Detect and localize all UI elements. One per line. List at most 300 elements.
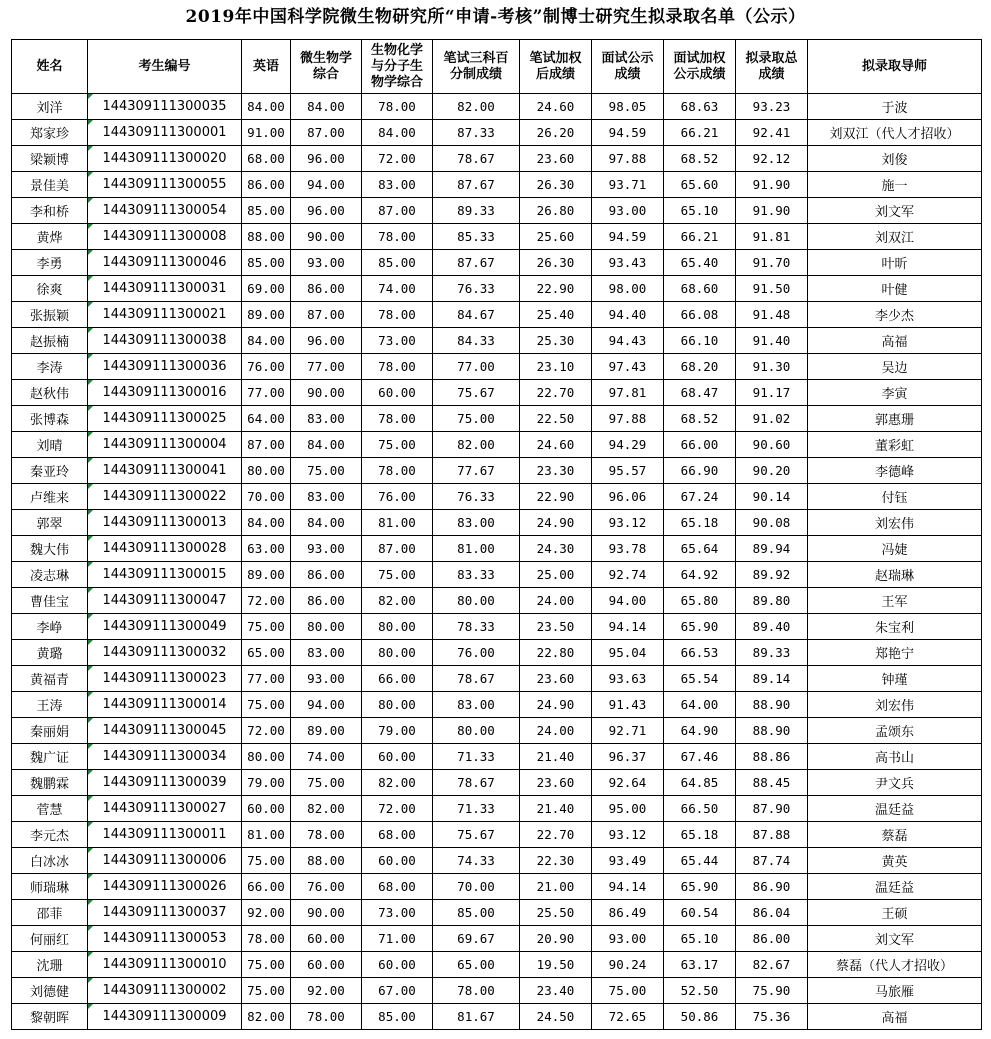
cell-name: 何丽红 bbox=[12, 926, 88, 952]
cell-name: 秦丽娟 bbox=[12, 718, 88, 744]
cell-biochem: 74.00 bbox=[362, 276, 433, 302]
cell-microbiology: 90.00 bbox=[291, 380, 362, 406]
cell-written-score: 78.67 bbox=[433, 666, 520, 692]
cell-english: 91.00 bbox=[242, 120, 291, 146]
header-row bbox=[12, 40, 982, 94]
cell-written-weighted: 24.30 bbox=[520, 536, 592, 562]
header-line: 综合 bbox=[312, 66, 339, 82]
cell-total-score: 89.80 bbox=[736, 588, 808, 614]
header-line: 成绩 bbox=[614, 66, 641, 82]
cell-interview-weighted: 65.54 bbox=[664, 666, 736, 692]
cell-written-score: 87.67 bbox=[433, 172, 520, 198]
cell-english: 60.00 bbox=[242, 796, 291, 822]
cell-biochem: 80.00 bbox=[362, 692, 433, 718]
cell-biochem: 84.00 bbox=[362, 120, 433, 146]
header-line: 后成绩 bbox=[535, 66, 575, 82]
cell-name: 梁颖博 bbox=[12, 146, 88, 172]
table-row bbox=[12, 952, 982, 978]
cell-interview-score: 93.00 bbox=[592, 926, 664, 952]
cell-exam-id: 144309111300004 bbox=[88, 432, 242, 458]
table-row bbox=[12, 510, 982, 536]
table-row bbox=[12, 250, 982, 276]
header-col-written-score bbox=[433, 40, 520, 94]
cell-microbiology: 93.00 bbox=[291, 250, 362, 276]
cell-written-score: 78.00 bbox=[433, 978, 520, 1004]
cell-advisor: 冯婕 bbox=[808, 536, 982, 562]
cell-advisor: 李德峰 bbox=[808, 458, 982, 484]
cell-total-score: 90.14 bbox=[736, 484, 808, 510]
cell-exam-id: 144309111300025 bbox=[88, 406, 242, 432]
cell-advisor: 孟颂东 bbox=[808, 718, 982, 744]
cell-interview-score: 95.00 bbox=[592, 796, 664, 822]
cell-interview-score: 94.59 bbox=[592, 120, 664, 146]
cell-written-score: 84.33 bbox=[433, 328, 520, 354]
cell-english: 77.00 bbox=[242, 666, 291, 692]
cell-written-weighted: 21.40 bbox=[520, 744, 592, 770]
cell-exam-id: 144309111300035 bbox=[88, 94, 242, 120]
cell-written-score: 78.67 bbox=[433, 770, 520, 796]
cell-total-score: 91.48 bbox=[736, 302, 808, 328]
cell-biochem: 87.00 bbox=[362, 198, 433, 224]
cell-english: 82.00 bbox=[242, 1004, 291, 1030]
cell-english: 69.00 bbox=[242, 276, 291, 302]
cell-total-score: 87.74 bbox=[736, 848, 808, 874]
cell-microbiology: 92.00 bbox=[291, 978, 362, 1004]
cell-exam-id: 144309111300028 bbox=[88, 536, 242, 562]
cell-written-score: 75.67 bbox=[433, 380, 520, 406]
header-line: 公示成绩 bbox=[673, 66, 726, 82]
header-line: 成绩 bbox=[758, 66, 785, 82]
cell-total-score: 91.40 bbox=[736, 328, 808, 354]
cell-interview-score: 95.04 bbox=[592, 640, 664, 666]
cell-exam-id: 144309111300037 bbox=[88, 900, 242, 926]
cell-interview-weighted: 65.10 bbox=[664, 926, 736, 952]
cell-interview-weighted: 64.85 bbox=[664, 770, 736, 796]
cell-exam-id: 144309111300049 bbox=[88, 614, 242, 640]
cell-name: 凌志琳 bbox=[12, 562, 88, 588]
cell-advisor: 王硕 bbox=[808, 900, 982, 926]
cell-advisor: 尹文兵 bbox=[808, 770, 982, 796]
table-row bbox=[12, 120, 982, 146]
cell-name: 李元杰 bbox=[12, 822, 88, 848]
cell-interview-score: 86.49 bbox=[592, 900, 664, 926]
cell-written-score: 77.67 bbox=[433, 458, 520, 484]
cell-total-score: 86.00 bbox=[736, 926, 808, 952]
cell-interview-weighted: 63.17 bbox=[664, 952, 736, 978]
cell-total-score: 87.88 bbox=[736, 822, 808, 848]
cell-written-weighted: 24.60 bbox=[520, 94, 592, 120]
cell-total-score: 87.90 bbox=[736, 796, 808, 822]
header-col-name bbox=[12, 40, 88, 94]
cell-interview-score: 94.43 bbox=[592, 328, 664, 354]
cell-name: 邵菲 bbox=[12, 900, 88, 926]
cell-advisor: 施一 bbox=[808, 172, 982, 198]
cell-exam-id: 144309111300032 bbox=[88, 640, 242, 666]
cell-written-weighted: 24.60 bbox=[520, 432, 592, 458]
cell-written-score: 80.00 bbox=[433, 718, 520, 744]
cell-biochem: 73.00 bbox=[362, 328, 433, 354]
cell-microbiology: 74.00 bbox=[291, 744, 362, 770]
cell-biochem: 87.00 bbox=[362, 536, 433, 562]
cell-written-weighted: 26.20 bbox=[520, 120, 592, 146]
cell-total-score: 89.92 bbox=[736, 562, 808, 588]
cell-written-score: 87.67 bbox=[433, 250, 520, 276]
cell-written-score: 82.00 bbox=[433, 94, 520, 120]
table-row bbox=[12, 822, 982, 848]
cell-interview-score: 97.88 bbox=[592, 146, 664, 172]
cell-biochem: 78.00 bbox=[362, 224, 433, 250]
cell-biochem: 79.00 bbox=[362, 718, 433, 744]
cell-microbiology: 90.00 bbox=[291, 224, 362, 250]
cell-total-score: 91.70 bbox=[736, 250, 808, 276]
table-row bbox=[12, 614, 982, 640]
header-line: 与分子生 bbox=[370, 58, 423, 74]
cell-written-score: 74.33 bbox=[433, 848, 520, 874]
cell-interview-score: 92.64 bbox=[592, 770, 664, 796]
cell-advisor: 刘宏伟 bbox=[808, 510, 982, 536]
cell-written-weighted: 26.80 bbox=[520, 198, 592, 224]
cell-name: 郑家珍 bbox=[12, 120, 88, 146]
table-body bbox=[12, 94, 982, 1030]
cell-microbiology: 96.00 bbox=[291, 146, 362, 172]
cell-written-weighted: 21.40 bbox=[520, 796, 592, 822]
cell-biochem: 81.00 bbox=[362, 510, 433, 536]
cell-interview-weighted: 52.50 bbox=[664, 978, 736, 1004]
cell-name: 赵秋伟 bbox=[12, 380, 88, 406]
cell-interview-weighted: 66.21 bbox=[664, 120, 736, 146]
cell-written-weighted: 24.50 bbox=[520, 1004, 592, 1030]
cell-written-score: 75.67 bbox=[433, 822, 520, 848]
cell-biochem: 60.00 bbox=[362, 952, 433, 978]
cell-english: 80.00 bbox=[242, 458, 291, 484]
cell-english: 75.00 bbox=[242, 692, 291, 718]
cell-written-weighted: 23.60 bbox=[520, 666, 592, 692]
header-line: 面试加权 bbox=[673, 50, 726, 66]
cell-exam-id: 144309111300002 bbox=[88, 978, 242, 1004]
page-title: 2019年中国科学院微生物研究所“申请-考核”制博士研究生拟录取名单（公示） bbox=[185, 7, 806, 27]
cell-interview-weighted: 66.08 bbox=[664, 302, 736, 328]
cell-advisor: 刘宏伟 bbox=[808, 692, 982, 718]
cell-interview-score: 93.78 bbox=[592, 536, 664, 562]
cell-english: 89.00 bbox=[242, 302, 291, 328]
cell-name: 郭翠 bbox=[12, 510, 88, 536]
cell-written-score: 75.00 bbox=[433, 406, 520, 432]
cell-name: 王涛 bbox=[12, 692, 88, 718]
cell-interview-score: 72.65 bbox=[592, 1004, 664, 1030]
cell-biochem: 66.00 bbox=[362, 666, 433, 692]
cell-interview-weighted: 64.00 bbox=[664, 692, 736, 718]
cell-english: 88.00 bbox=[242, 224, 291, 250]
cell-advisor: 叶健 bbox=[808, 276, 982, 302]
cell-advisor: 于波 bbox=[808, 94, 982, 120]
cell-english: 78.00 bbox=[242, 926, 291, 952]
cell-advisor: 王军 bbox=[808, 588, 982, 614]
cell-interview-score: 96.37 bbox=[592, 744, 664, 770]
cell-biochem: 82.00 bbox=[362, 770, 433, 796]
cell-written-weighted: 24.00 bbox=[520, 718, 592, 744]
table-row bbox=[12, 900, 982, 926]
cell-biochem: 78.00 bbox=[362, 354, 433, 380]
cell-microbiology: 94.00 bbox=[291, 692, 362, 718]
cell-advisor: 李少杰 bbox=[808, 302, 982, 328]
cell-interview-score: 98.05 bbox=[592, 94, 664, 120]
cell-written-weighted: 22.30 bbox=[520, 848, 592, 874]
cell-advisor: 温廷益 bbox=[808, 796, 982, 822]
cell-biochem: 75.00 bbox=[362, 562, 433, 588]
cell-interview-score: 91.43 bbox=[592, 692, 664, 718]
cell-microbiology: 83.00 bbox=[291, 406, 362, 432]
cell-written-score: 65.00 bbox=[433, 952, 520, 978]
table-row bbox=[12, 536, 982, 562]
cell-written-weighted: 25.00 bbox=[520, 562, 592, 588]
cell-name: 黄璐 bbox=[12, 640, 88, 666]
cell-microbiology: 86.00 bbox=[291, 562, 362, 588]
cell-english: 80.00 bbox=[242, 744, 291, 770]
cell-microbiology: 88.00 bbox=[291, 848, 362, 874]
cell-biochem: 80.00 bbox=[362, 614, 433, 640]
cell-written-score: 78.33 bbox=[433, 614, 520, 640]
cell-interview-weighted: 68.60 bbox=[664, 276, 736, 302]
cell-exam-id: 144309111300021 bbox=[88, 302, 242, 328]
cell-biochem: 75.00 bbox=[362, 432, 433, 458]
cell-written-score: 84.67 bbox=[433, 302, 520, 328]
cell-exam-id: 144309111300013 bbox=[88, 510, 242, 536]
cell-written-score: 76.33 bbox=[433, 276, 520, 302]
cell-total-score: 89.14 bbox=[736, 666, 808, 692]
cell-written-score: 80.00 bbox=[433, 588, 520, 614]
cell-interview-score: 94.40 bbox=[592, 302, 664, 328]
cell-english: 92.00 bbox=[242, 900, 291, 926]
cell-total-score: 89.94 bbox=[736, 536, 808, 562]
header-col-exam-id bbox=[88, 40, 242, 94]
cell-name: 卢维来 bbox=[12, 484, 88, 510]
cell-written-weighted: 19.50 bbox=[520, 952, 592, 978]
table-row bbox=[12, 1004, 982, 1030]
cell-interview-weighted: 50.86 bbox=[664, 1004, 736, 1030]
cell-interview-score: 94.14 bbox=[592, 614, 664, 640]
cell-interview-score: 96.06 bbox=[592, 484, 664, 510]
table-row bbox=[12, 432, 982, 458]
cell-written-weighted: 23.50 bbox=[520, 614, 592, 640]
cell-interview-weighted: 65.90 bbox=[664, 874, 736, 900]
cell-interview-weighted: 68.52 bbox=[664, 146, 736, 172]
header-col-biochem bbox=[362, 40, 433, 94]
cell-microbiology: 83.00 bbox=[291, 484, 362, 510]
cell-name: 赵振楠 bbox=[12, 328, 88, 354]
cell-total-score: 91.17 bbox=[736, 380, 808, 406]
cell-biochem: 78.00 bbox=[362, 458, 433, 484]
cell-interview-score: 94.00 bbox=[592, 588, 664, 614]
cell-interview-weighted: 67.24 bbox=[664, 484, 736, 510]
cell-name: 李涛 bbox=[12, 354, 88, 380]
cell-total-score: 91.02 bbox=[736, 406, 808, 432]
table-row bbox=[12, 224, 982, 250]
table-row bbox=[12, 198, 982, 224]
table-row bbox=[12, 978, 982, 1004]
table-row bbox=[12, 458, 982, 484]
cell-written-weighted: 21.00 bbox=[520, 874, 592, 900]
cell-microbiology: 96.00 bbox=[291, 198, 362, 224]
cell-interview-score: 93.12 bbox=[592, 822, 664, 848]
table-row bbox=[12, 406, 982, 432]
cell-interview-weighted: 66.90 bbox=[664, 458, 736, 484]
cell-exam-id: 144309111300020 bbox=[88, 146, 242, 172]
header-line: 物学综合 bbox=[370, 74, 423, 90]
cell-written-score: 83.00 bbox=[433, 510, 520, 536]
header-line: 拟录取总 bbox=[745, 50, 798, 66]
cell-written-score: 81.00 bbox=[433, 536, 520, 562]
cell-microbiology: 77.00 bbox=[291, 354, 362, 380]
cell-english: 75.00 bbox=[242, 848, 291, 874]
cell-exam-id: 144309111300008 bbox=[88, 224, 242, 250]
cell-biochem: 72.00 bbox=[362, 796, 433, 822]
cell-microbiology: 82.00 bbox=[291, 796, 362, 822]
cell-total-score: 86.04 bbox=[736, 900, 808, 926]
cell-interview-weighted: 68.20 bbox=[664, 354, 736, 380]
table-row bbox=[12, 484, 982, 510]
cell-total-score: 91.50 bbox=[736, 276, 808, 302]
cell-english: 75.00 bbox=[242, 614, 291, 640]
cell-interview-score: 97.88 bbox=[592, 406, 664, 432]
cell-biochem: 71.00 bbox=[362, 926, 433, 952]
cell-microbiology: 86.00 bbox=[291, 588, 362, 614]
cell-exam-id: 144309111300031 bbox=[88, 276, 242, 302]
table-row bbox=[12, 276, 982, 302]
header-line: 生物化学 bbox=[370, 42, 423, 58]
cell-english: 64.00 bbox=[242, 406, 291, 432]
cell-interview-score: 92.74 bbox=[592, 562, 664, 588]
cell-total-score: 93.23 bbox=[736, 94, 808, 120]
cell-exam-id: 144309111300006 bbox=[88, 848, 242, 874]
cell-exam-id: 144309111300026 bbox=[88, 874, 242, 900]
cell-advisor: 郑艳宁 bbox=[808, 640, 982, 666]
cell-biochem: 60.00 bbox=[362, 744, 433, 770]
cell-name: 魏大伟 bbox=[12, 536, 88, 562]
cell-biochem: 72.00 bbox=[362, 146, 433, 172]
cell-interview-weighted: 60.54 bbox=[664, 900, 736, 926]
cell-name: 李和桥 bbox=[12, 198, 88, 224]
cell-english: 89.00 bbox=[242, 562, 291, 588]
cell-advisor: 刘双江 bbox=[808, 224, 982, 250]
table-row bbox=[12, 692, 982, 718]
cell-written-weighted: 23.10 bbox=[520, 354, 592, 380]
cell-written-weighted: 22.90 bbox=[520, 484, 592, 510]
cell-interview-weighted: 66.53 bbox=[664, 640, 736, 666]
table-row bbox=[12, 380, 982, 406]
cell-written-score: 71.33 bbox=[433, 796, 520, 822]
table-row bbox=[12, 874, 982, 900]
cell-exam-id: 144309111300022 bbox=[88, 484, 242, 510]
cell-interview-weighted: 66.00 bbox=[664, 432, 736, 458]
table-row bbox=[12, 744, 982, 770]
cell-written-weighted: 22.50 bbox=[520, 406, 592, 432]
cell-advisor: 刘俊 bbox=[808, 146, 982, 172]
cell-microbiology: 84.00 bbox=[291, 94, 362, 120]
cell-biochem: 82.00 bbox=[362, 588, 433, 614]
cell-name: 刘晴 bbox=[12, 432, 88, 458]
cell-microbiology: 93.00 bbox=[291, 666, 362, 692]
cell-name: 李峥 bbox=[12, 614, 88, 640]
cell-advisor: 朱宝利 bbox=[808, 614, 982, 640]
cell-interview-weighted: 65.44 bbox=[664, 848, 736, 874]
cell-english: 77.00 bbox=[242, 380, 291, 406]
table-row bbox=[12, 562, 982, 588]
cell-interview-score: 75.00 bbox=[592, 978, 664, 1004]
cell-biochem: 76.00 bbox=[362, 484, 433, 510]
cell-english: 63.00 bbox=[242, 536, 291, 562]
cell-interview-weighted: 66.21 bbox=[664, 224, 736, 250]
cell-written-weighted: 22.70 bbox=[520, 380, 592, 406]
cell-english: 86.00 bbox=[242, 172, 291, 198]
cell-written-weighted: 22.80 bbox=[520, 640, 592, 666]
cell-total-score: 91.90 bbox=[736, 198, 808, 224]
cell-advisor: 付钰 bbox=[808, 484, 982, 510]
cell-written-score: 82.00 bbox=[433, 432, 520, 458]
cell-total-score: 89.33 bbox=[736, 640, 808, 666]
cell-interview-score: 94.59 bbox=[592, 224, 664, 250]
table-row bbox=[12, 770, 982, 796]
cell-total-score: 82.67 bbox=[736, 952, 808, 978]
header-line: 笔试加权 bbox=[529, 50, 582, 66]
table-row bbox=[12, 848, 982, 874]
header-line: 姓名 bbox=[36, 58, 63, 74]
cell-microbiology: 86.00 bbox=[291, 276, 362, 302]
cell-written-weighted: 24.90 bbox=[520, 510, 592, 536]
cell-microbiology: 84.00 bbox=[291, 432, 362, 458]
cell-biochem: 68.00 bbox=[362, 822, 433, 848]
header-line: 笔试三科百 bbox=[443, 50, 509, 66]
cell-written-weighted: 25.50 bbox=[520, 900, 592, 926]
cell-advisor: 刘文军 bbox=[808, 926, 982, 952]
cell-microbiology: 80.00 bbox=[291, 614, 362, 640]
cell-microbiology: 87.00 bbox=[291, 302, 362, 328]
cell-exam-id: 144309111300046 bbox=[88, 250, 242, 276]
cell-exam-id: 144309111300054 bbox=[88, 198, 242, 224]
cell-advisor: 叶昕 bbox=[808, 250, 982, 276]
cell-name: 菅慧 bbox=[12, 796, 88, 822]
cell-exam-id: 144309111300041 bbox=[88, 458, 242, 484]
cell-written-weighted: 20.90 bbox=[520, 926, 592, 952]
cell-biochem: 68.00 bbox=[362, 874, 433, 900]
cell-biochem: 78.00 bbox=[362, 302, 433, 328]
cell-interview-score: 93.71 bbox=[592, 172, 664, 198]
cell-exam-id: 144309111300055 bbox=[88, 172, 242, 198]
cell-exam-id: 144309111300027 bbox=[88, 796, 242, 822]
cell-total-score: 91.81 bbox=[736, 224, 808, 250]
cell-microbiology: 75.00 bbox=[291, 770, 362, 796]
table-row bbox=[12, 354, 982, 380]
cell-written-score: 87.33 bbox=[433, 120, 520, 146]
cell-name: 黎朝晖 bbox=[12, 1004, 88, 1030]
cell-name: 曹佳宝 bbox=[12, 588, 88, 614]
cell-interview-weighted: 65.18 bbox=[664, 822, 736, 848]
cell-name: 徐爽 bbox=[12, 276, 88, 302]
cell-written-weighted: 25.30 bbox=[520, 328, 592, 354]
cell-english: 72.00 bbox=[242, 718, 291, 744]
cell-name: 沈珊 bbox=[12, 952, 88, 978]
cell-english: 75.00 bbox=[242, 978, 291, 1004]
header-col-written-weighted bbox=[520, 40, 592, 94]
cell-interview-weighted: 68.47 bbox=[664, 380, 736, 406]
table-row bbox=[12, 926, 982, 952]
cell-written-weighted: 22.70 bbox=[520, 822, 592, 848]
cell-advisor: 蔡磊（代人才招收） bbox=[808, 952, 982, 978]
header-col-total-score bbox=[736, 40, 808, 94]
cell-biochem: 85.00 bbox=[362, 250, 433, 276]
cell-exam-id: 144309111300016 bbox=[88, 380, 242, 406]
cell-interview-score: 94.14 bbox=[592, 874, 664, 900]
cell-microbiology: 89.00 bbox=[291, 718, 362, 744]
